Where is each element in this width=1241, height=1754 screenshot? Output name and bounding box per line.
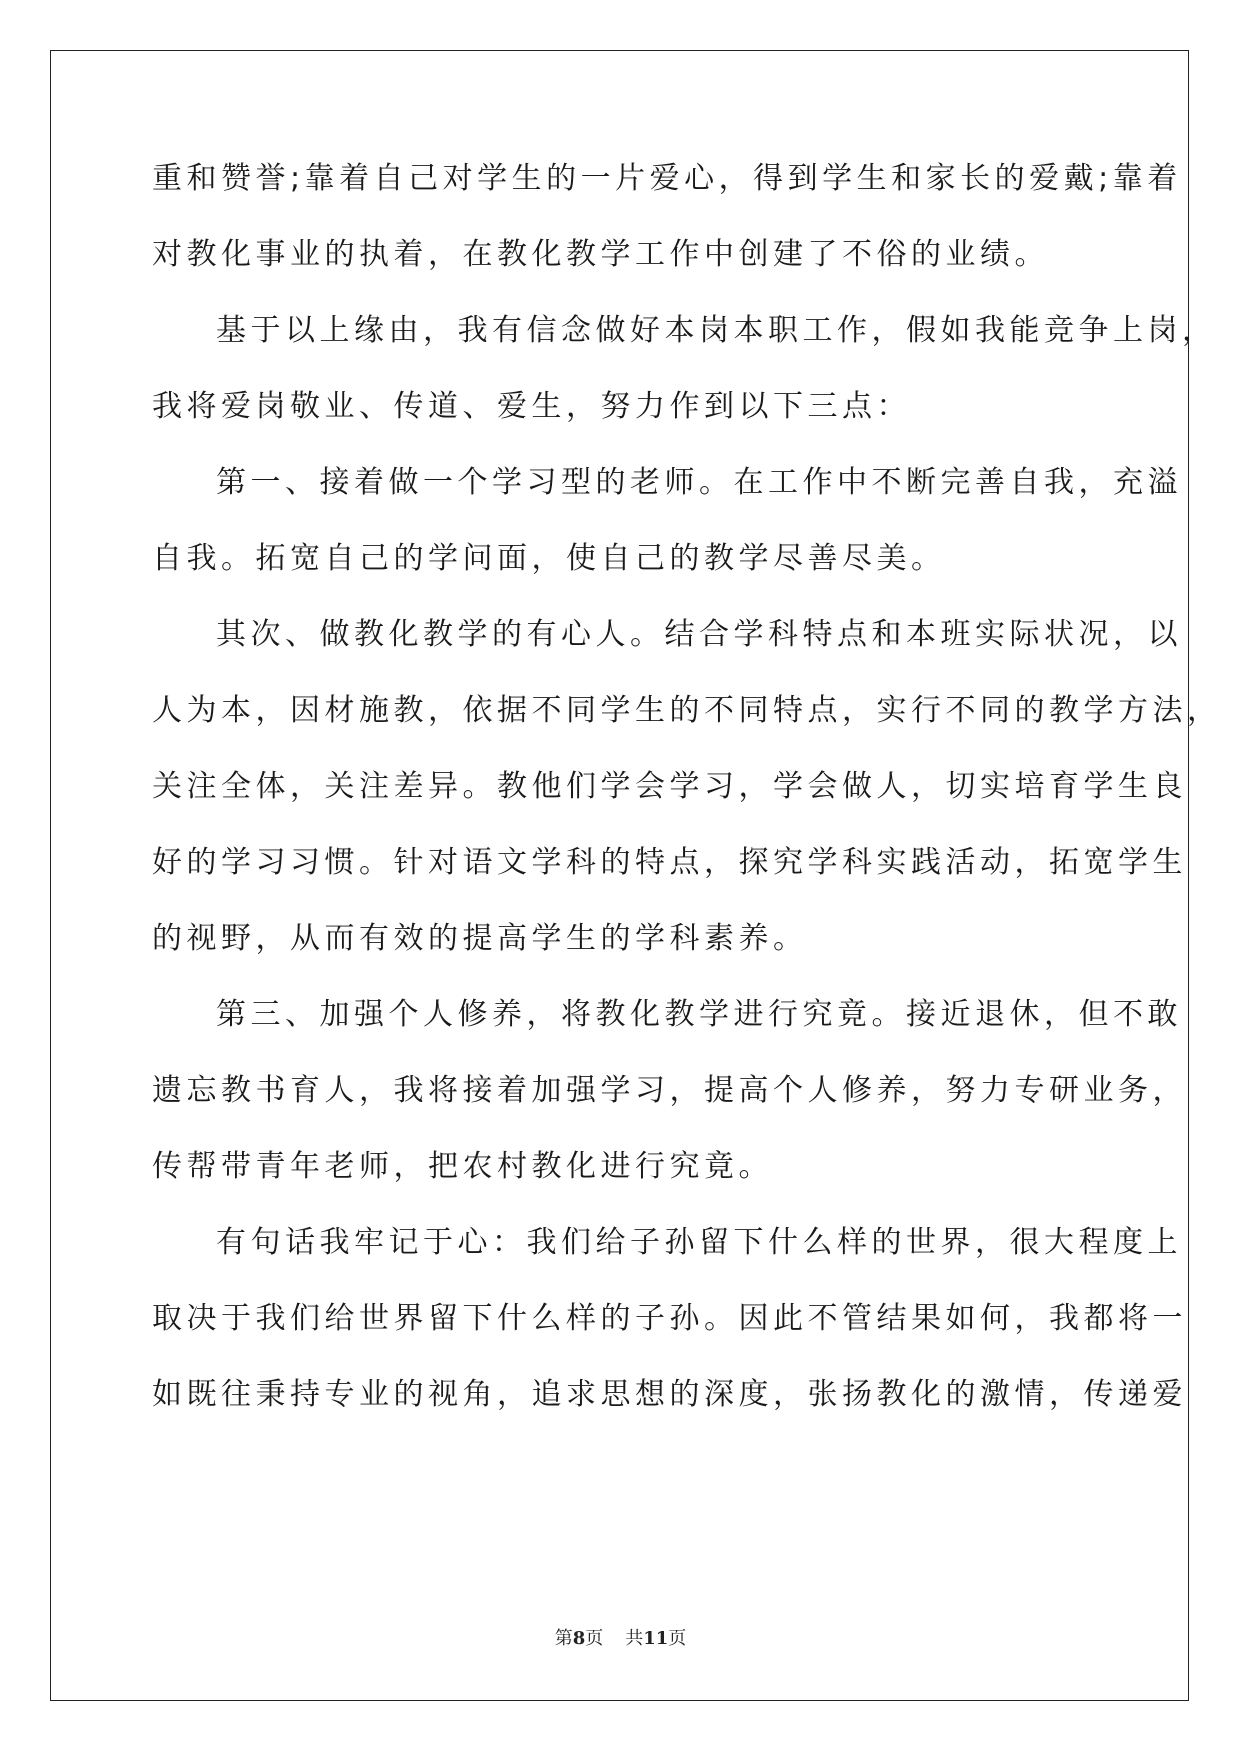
paragraph-start: 第三、加强个人修养，将教化教学进行究竟。接近退休，但不敢 [216,997,1182,1032]
total-suffix: 页 [668,1628,687,1649]
text-line: 的视野，从而有效的提高学生的学科素养。 [152,921,808,956]
text-line: 我将爱岗敬业、传道、爱生，努力作到以下三点： [152,389,911,424]
text-line: 关注全体，关注差异。教他们学会学习，学会做人，切实培育学生良 [152,769,1187,804]
text-line: 重和赞誉;靠着自己对学生的一片爱心，得到学生和家长的爱戴;靠着 [152,161,1182,196]
page-suffix: 页 [585,1628,604,1649]
page-footer [0,1627,1241,1651]
paragraph-start: 第一、接着做一个学习型的老师。在工作中不断完善自我，充溢 [216,465,1182,500]
paragraph-start: 基于以上缘由，我有信念做好本岗本职工作，假如我能竞争上岗， [216,313,1217,348]
text-line: 取决于我们给世界留下什么样的子孙。因此不管结果如何，我都将一 [152,1301,1187,1336]
paragraph-start: 有句话我牢记于心：我们给子孙留下什么样的世界，很大程度上 [216,1225,1182,1260]
text-line: 遗忘教书育人，我将接着加强学习，提高个人修养，努力专研业务， [152,1073,1187,1108]
text-line: 好的学习习惯。针对语文学科的特点，探究学科实践活动，拓宽学生 [152,845,1187,880]
text-line: 对教化事业的执着，在教化教学工作中创建了不俗的业绩。 [152,237,1049,272]
page-number: 8 [572,1628,586,1649]
paragraph-start: 其次、做教化教学的有心人。结合学科特点和本班实际状况，以 [216,617,1182,652]
text-line: 如既往秉持专业的视角，追求思想的深度，张扬教化的激情，传递爱 [152,1377,1187,1412]
text-line: 自我。拓宽自己的学问面，使自己的教学尽善尽美。 [152,541,946,576]
page-prefix: 第 [554,1628,573,1649]
total-prefix: 共 [625,1628,644,1649]
total-pages: 11 [643,1628,669,1649]
text-line: 传帮带青年老师，把农村教化进行究竟。 [152,1149,773,1184]
text-line: 人为本，因材施教，依据不同学生的不同特点，实行不同的教学方法， [152,693,1222,728]
